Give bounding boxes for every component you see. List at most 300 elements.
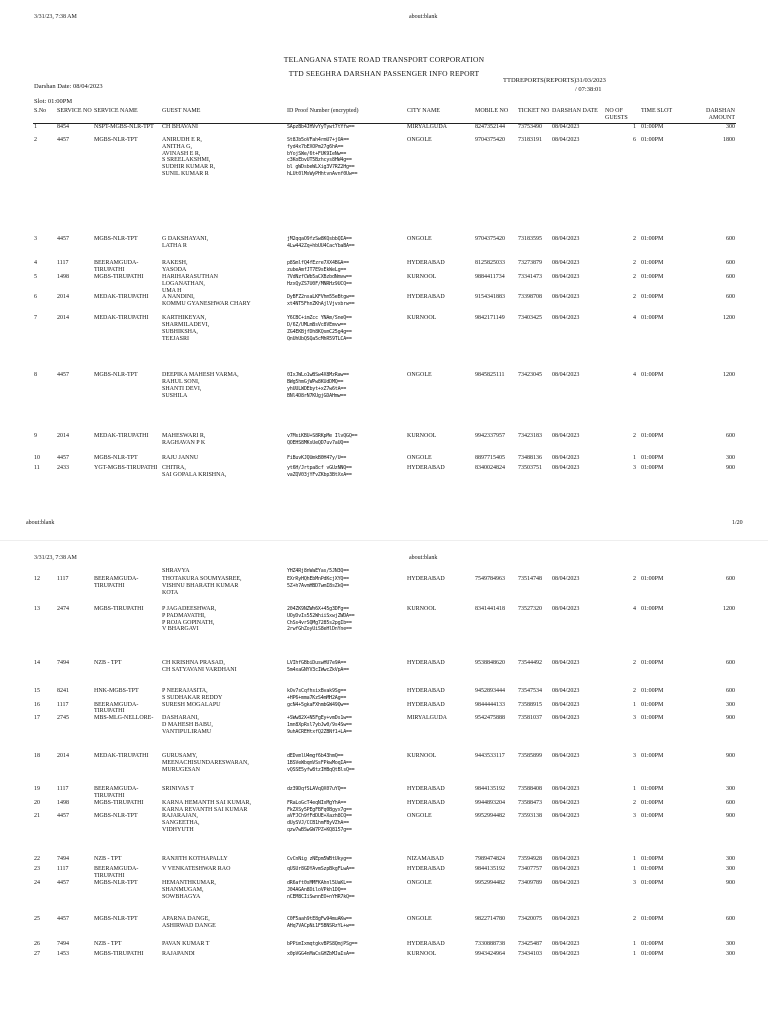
cell-sno: 25 [34, 915, 40, 922]
cell-darshan-date: 08/04/2023 [552, 123, 580, 130]
cell-city: MIRYALGUDA [407, 715, 448, 722]
cell-mobile: 9952994482 [475, 879, 505, 886]
cell-sno: 8 [34, 372, 37, 379]
cell-service-no: 4457 [57, 372, 69, 379]
cell-service-name: NSPT-MGBS-NLR-TPT [94, 123, 154, 130]
slot-label: Slot: 01:00PM [34, 98, 73, 105]
cell-city: KURNOOL [407, 315, 437, 322]
cell-id-proof: dEDvmlU4mgf6b43hmQ== 1BSVeWbqmVSsFPkwMoqIA== vQSSE5yfw8tzIHBqQtBlsQ== [287, 753, 355, 773]
cell-ticket [517, 568, 551, 576]
cell-city: HYDERABAD [407, 701, 445, 708]
cell-guest-count [604, 568, 640, 576]
cell-time-slot: 01:00PM [641, 123, 664, 130]
cell-ticket: 73409789 [518, 879, 542, 886]
cell-mobile: 8247352144 [475, 123, 505, 130]
cell-id-proof: DyBFZ2nsaLKFVhm55eBtgw== xt4NT5FhnZKhAjlVjvxbrw== [287, 294, 355, 308]
cell-darshan-date: 08/04/2023 [552, 799, 580, 806]
cell-guest-count: 2 [633, 236, 636, 243]
cell-id-proof: qUSUr8GDYAvmSzpBkgFLwA== [287, 866, 355, 873]
cell-service-no: 2745 [57, 715, 69, 722]
cell-id-proof: +SWw82X+N5FgEy+vmDs1w== 1mn8XpRsl7ybJw0/9s4Sw== 9uhACREHtxfQ2ZBNf1+LA== [287, 715, 352, 735]
cell-city: KURNOOL [407, 950, 437, 957]
col-header: TICKET NO [517, 108, 551, 123]
cell-sno [33, 568, 56, 576]
cell-service-name: HNK-MGBS-TPT [94, 688, 139, 694]
cell-guest-count: 3 [633, 813, 636, 820]
cell-ticket: 73514748 [518, 576, 542, 582]
cell-amount: 600 [726, 433, 735, 440]
table-row [33, 315, 736, 372]
cell-amount: 900 [726, 715, 735, 722]
cell-guest-count: 2 [633, 799, 636, 806]
cell-darshan-date: 08/04/2023 [552, 753, 580, 760]
cell-service-name: MGBS-TIRUPATHI [94, 274, 144, 281]
cell-mobile: 9844135192 [475, 866, 505, 873]
cell-darshan-date: 08/04/2023 [552, 866, 580, 873]
cell-id-proof: St8Jb5oVFah4rmU7+jOA== fyd4x7bEXOPm27g6hA== bYojSWe/6t+FUK9IeNw== c3KoEbvUT5Bzhcys8HW4g== bl gWDsbeWLXig3V7RZ2Hg== hLUt0lMsWyPHhtvnAvnf0Uw== [287, 137, 358, 178]
cell-amount: 600 [726, 576, 735, 582]
cell-mobile: 9538848620 [475, 660, 505, 666]
table-row [33, 274, 736, 294]
cell-city: HYDERABAD [407, 799, 445, 806]
cell-mobile: 9542475888 [475, 715, 505, 722]
cell-guest-name: RAJU JANNU [162, 455, 199, 462]
col-header: ID Proof Number (encrypted) [286, 108, 406, 123]
report-time: / 07:38:01 [575, 86, 602, 93]
cell-city: KURNOOL [407, 753, 437, 760]
cell-ticket: 73544492 [518, 660, 542, 666]
cell-id-proof: 204ZK9NZWh6X+45g3DFg== UOyDvIs552WhiiSxwjZWDA== ChSs4vrSQMg7285s2pgIb== 2rwfGhZoyUiS8eHlDnYne== [287, 606, 355, 633]
cell-id-proof: p8SmlfQ4fEzre7XX4BGA== zubeAmfJT7E9sEkWeLg== [287, 260, 349, 273]
cell-service-no: 4457 [57, 236, 69, 243]
table-row [33, 372, 736, 433]
cell-ticket: 73434103 [518, 950, 542, 957]
cell-city: NIZAMABAD [407, 856, 444, 863]
table-row [33, 465, 736, 479]
table-row [33, 660, 736, 688]
cell-sno: 9 [34, 433, 37, 440]
cell-service-name: MGBS-NLR-TPT [94, 879, 138, 886]
cell-sno: 24 [34, 879, 40, 886]
table-row [33, 236, 736, 260]
table-row [33, 606, 736, 660]
cell-time-slot: 01:00PM [641, 236, 664, 243]
cell-id-proof: CvCnNig zNEpm5WBtUkyg== [287, 856, 352, 863]
cell-id-proof: jM2qqaO9fzSw8KQsbbQIA== 4Lw442Zq+hbUU4CacYbaBA== [287, 236, 355, 249]
cell-guest-count: 2 [633, 915, 636, 922]
cell-amount: 600 [726, 799, 735, 806]
cell-amount: 300 [726, 701, 735, 708]
cell-service-name: YGT-MGBS-TIRUPATHI [94, 465, 158, 472]
cell-ticket: 73581037 [518, 715, 542, 722]
cell-guest-count: 1 [633, 123, 636, 130]
cell-guest-count: 3 [633, 715, 636, 722]
col-header: SERVICE NAME [93, 108, 161, 123]
cell-ticket: 73527320 [518, 606, 542, 612]
cell-guest-name: APARNA DANGE, ASHIRWAD DANGE [162, 915, 216, 929]
cell-sno: 4 [34, 260, 37, 267]
cell-city: ONGOLE [407, 236, 432, 243]
cell-time-slot: 01:00PM [641, 260, 664, 267]
cell-time-slot: 01:00PM [641, 786, 664, 793]
cell-darshan-date: 08/04/2023 [552, 372, 580, 379]
cell-service-name: BEERAMGUDA-TIRUPATHI [94, 576, 139, 589]
table-row [33, 916, 736, 941]
cell-guest-count: 3 [633, 753, 636, 760]
cell-guest-name: RAJARAJAN, SANGEETHA, VIDHYUTH [162, 813, 200, 833]
cell-id-proof: FRaLoGcT4eqNIxMgYhA== FkZXSy5PEgFBFq0Bgyx7g== [287, 799, 352, 813]
report-title: TTD SEEGHRA DARSHAN PASSENGER INFO REPORT [288, 69, 480, 78]
darshan-date: Darshan Date: 08/04/2023 [34, 83, 103, 90]
cell-time-slot: 01:00PM [641, 879, 664, 886]
cell-service-no: 2014 [57, 315, 69, 322]
table-row [33, 951, 736, 961]
cell-amount: 600 [726, 688, 735, 694]
cell-ticket: 73588408 [518, 786, 542, 793]
cell-guest-name: DEEPIKA MAHESH VARMA, RAHUL SONI, SHANTI DEVI, SUSHILA [162, 372, 239, 399]
cell-id-proof: LVIhfGBbiDuswHU7e9A== 5m4xaGNYV3cIWwcZkVpA== [287, 660, 349, 673]
cell-sno: 21 [34, 813, 40, 820]
cell-darshan-date [551, 568, 604, 576]
cell-city: HYDERABAD [407, 866, 445, 873]
cell-guest-name: MAHESWARI R, RAGHAVAN P K [162, 433, 206, 447]
table-row [33, 568, 736, 576]
cell-mobile: 9822714780 [475, 915, 505, 922]
cell-mobile: 8340024824 [475, 465, 505, 472]
cell-time-slot: 01:00PM [641, 606, 664, 612]
cell-darshan-date: 08/04/2023 [552, 433, 580, 440]
cell-amount: 300 [726, 940, 735, 947]
cell-service-no: 4457 [57, 137, 69, 144]
cell-service-name: MBS-MLG-NELLORE- [94, 715, 154, 722]
cell-amount: 300 [726, 123, 735, 130]
cell-sno: 22 [34, 856, 40, 863]
cell-id-proof: FiBuvKJQUmkB0H47y/U== [287, 455, 347, 462]
table-row [33, 715, 736, 753]
passenger-table-page2 [33, 568, 736, 961]
cell-amount: 1200 [723, 606, 735, 612]
cell-guest-count: 4 [633, 606, 636, 612]
cell-guest-name: ANIRUDH E R, ANITHA G, AVINASH E R, S SREELAKSHMI, SUDHIR KUMAR R, SUNIL KUMAR R [162, 137, 216, 178]
cell-id-proof: EXrRyHQhEbMnPdKcjXYQ== 5Z+h7AvmHBD7wmI8sZkQ== [287, 576, 349, 589]
cell-mobile [474, 568, 517, 576]
cell-time-slot: 01:00PM [641, 433, 664, 440]
cell-amount: 300 [726, 455, 735, 462]
cell-service-name: MGBS-NLR-TPT [94, 236, 138, 243]
cell-darshan-date: 08/04/2023 [552, 274, 580, 281]
cell-service-name: MGBS-NLR-TPT [94, 915, 138, 922]
cell-darshan-date: 08/04/2023 [552, 137, 580, 144]
cell-guest-name: THOTAKURA SOUMYASREE, VISHNU BHARATH KUMAR KOTA [162, 576, 242, 596]
cell-city: ONGOLE [407, 137, 432, 144]
cell-ticket: 73585899 [518, 753, 542, 760]
print-source-page2: about:blank [409, 555, 438, 561]
col-header: CITY NAME [406, 108, 474, 123]
cell-sno: 11 [34, 465, 40, 472]
cell-darshan-date: 08/04/2023 [552, 465, 580, 472]
cell-guest-name: KARTHIKEYAN, SHARMILADEVI, SUBHIKSHA, TEEJASRI [162, 315, 210, 342]
cell-ticket: 73403425 [518, 315, 542, 322]
cell-id-proof: kOv7sCqfhsixBvak9Sg== +HP6+mma7KzS4mMH2Ag== [287, 688, 347, 701]
cell-service-no: 4457 [57, 915, 69, 922]
cell-guest-count: 1 [633, 950, 636, 957]
cell-id-proof: dR6aft0sMMFKAhnl5UaKL== J04AGAn8DiloVPkh1DQ== nCEM8CIiSwnnEO+nYHR7kQ== [287, 879, 355, 900]
cell-service-name: NZB - TPT [94, 856, 122, 863]
cell-service-no: 4457 [57, 455, 69, 462]
cell-service-no: 1117 [57, 786, 69, 793]
cell-mobile: 9842171149 [475, 315, 505, 322]
cell-ticket: 73183595 [518, 236, 542, 243]
cell-ticket: 73488136 [518, 455, 542, 462]
cell-service-no: 1117 [57, 576, 69, 582]
cell-guest-name: PAVAN KUMAR T [162, 940, 210, 947]
cell-service-no [56, 568, 93, 576]
cell-mobile: 9704375420 [475, 137, 505, 144]
cell-guest-name: A NANDINI, KOMMU GYANESHWAR CHARY [162, 294, 251, 308]
cell-id-proof: gcN4+5gkaFXhmbGW49Qw== [287, 701, 349, 708]
cell-sno: 16 [34, 701, 40, 708]
cell-sno: 17 [34, 715, 40, 722]
cell-ticket: 73425487 [518, 940, 542, 947]
cell-guest-count: 1 [633, 786, 636, 793]
col-header: MOBILE NO [474, 108, 517, 123]
cell-guest-name: P NEERAJASITA, S SUDHAKAR REDDY [162, 688, 223, 701]
cell-amount: 600 [726, 915, 735, 922]
cell-city: KURNOOL [407, 606, 437, 612]
cell-city: HYDERABAD [407, 294, 445, 301]
cell-city: ONGOLE [407, 915, 432, 922]
cell-sno: 6 [34, 294, 37, 301]
cell-guest-name: CHITRA, SAI GOPALA KRISHNA, [162, 465, 227, 479]
cell-guest-count: 2 [633, 688, 636, 694]
cell-id-proof: yt6H/Jrtpa8cf vGUzNNQ== vaZQV03jYFvZKbp3BtXxA== [287, 465, 352, 479]
cell-service-name: MGBS-TIRUPATHI [94, 950, 144, 957]
table-row [33, 866, 736, 880]
page-break [0, 540, 768, 541]
cell-city: ONGOLE [407, 372, 432, 379]
cell-city: ONGOLE [407, 879, 432, 886]
cell-service-name: MGBS-NLR-TPT [94, 137, 138, 144]
cell-guest-count: 4 [633, 315, 636, 322]
cell-mobile: 9943424964 [475, 950, 505, 957]
cell-service-name [93, 568, 161, 576]
cell-ticket: 73183191 [518, 137, 542, 144]
cell-id-proof: C0F5aah9tE8gFw94muAKw== AHq7VACpNi1F5BNSRzYL+w== [287, 915, 355, 929]
cell-guest-count: 2 [633, 433, 636, 440]
cell-amount: 600 [726, 660, 735, 666]
cell-id-proof: 7VdNzfCWb5aCXBzbdNmvw== HzxQyZS7U0F/MNRHz9UCQ== [287, 274, 352, 287]
cell-sno: 2 [34, 137, 37, 144]
report-reference: TTDREPORTS(REPORTS)31/03/2023 [503, 77, 606, 84]
cell-ticket: 73588915 [518, 701, 542, 708]
cell-city: ONGOLE [407, 455, 432, 462]
cell-service-name: MEDAK-TIRUPATHI [94, 294, 149, 301]
cell-time-slot: 01:00PM [641, 137, 664, 144]
cell-mobile: 7549784963 [475, 576, 505, 582]
table-row [33, 294, 736, 315]
table-header-row [33, 108, 736, 123]
cell-darshan-date: 08/04/2023 [552, 236, 580, 243]
cell-guest-name: SURESH MOGALAPU [162, 701, 221, 708]
cell-guest-count: 2 [633, 260, 636, 267]
cell-mobile: 8125825033 [475, 260, 505, 267]
cell-sno: 12 [34, 576, 40, 582]
cell-service-name: MGBS-TIRUPATHI [94, 799, 144, 806]
table-row [33, 137, 736, 236]
cell-guest-name: HEMANTHKUMAR, SHANMUGAM, SOWBHAGYA [162, 879, 216, 900]
cell-darshan-date: 08/04/2023 [552, 294, 580, 301]
cell-service-name: MGBS-NLR-TPT [94, 455, 138, 462]
col-header: TIME SLOT [640, 108, 678, 123]
cell-guest-count: 1 [633, 455, 636, 462]
cell-time-slot: 01:00PM [641, 915, 664, 922]
cell-guest-name: KARNA HEMANTH SAI KUMAR, KARNA REVANTH SAI KUMAR [162, 799, 252, 813]
cell-city [406, 568, 474, 576]
cell-guest-name: RAJAPANDI [162, 950, 195, 957]
cell-darshan-date: 08/04/2023 [552, 950, 580, 957]
cell-mobile: 9845825111 [475, 372, 505, 379]
cell-amount: 900 [726, 465, 735, 472]
cell-time-slot: 01:00PM [641, 940, 664, 947]
cell-guest-name: HARIHARASUTHAN LOGANATHAN, UMA H [162, 274, 219, 294]
table-row [33, 880, 736, 916]
cell-sno: 5 [34, 274, 37, 281]
cell-service-name: MEDAK-TIRUPATHI [94, 433, 149, 440]
cell-mobile: 9944893204 [475, 799, 505, 806]
cell-service-name: BEERAMGUDA-TIRUPATHI [94, 786, 139, 799]
cell-sno: 13 [34, 606, 40, 612]
col-header: GUEST NAME [161, 108, 286, 123]
cell-darshan-date: 08/04/2023 [552, 813, 580, 820]
cell-sno: 23 [34, 866, 40, 873]
cell-darshan-date: 08/04/2023 [552, 315, 580, 322]
cell-darshan-date: 08/04/2023 [552, 260, 580, 267]
page-number: 1/20 [732, 520, 743, 526]
cell-mobile: 9704375420 [475, 236, 505, 243]
cell-darshan-date: 08/04/2023 [552, 915, 580, 922]
passenger-table-page1 [33, 108, 736, 479]
cell-service-no: 1498 [57, 799, 69, 806]
cell-guest-name: RAKESH, YASODA [162, 260, 188, 273]
cell-guest-count: 3 [633, 465, 636, 472]
cell-darshan-date: 08/04/2023 [552, 940, 580, 947]
cell-ticket: 73407757 [518, 866, 542, 873]
cell-ticket: 73341473 [518, 274, 542, 281]
table-row [33, 813, 736, 856]
table-row [33, 688, 736, 702]
cell-time-slot: 01:00PM [641, 866, 664, 873]
cell-guest-count: 1 [633, 940, 636, 947]
cell-guest-count: 2 [633, 660, 636, 666]
cell-ticket: 73503751 [518, 465, 542, 472]
cell-guest-name: RANJITH KOTHAPALLY [162, 856, 228, 863]
cell-id-proof: SApzBb4JHVvYyTywt7tYfw== [287, 123, 355, 130]
cell-guest-count: 1 [633, 856, 636, 863]
cell-city: HYDERABAD [407, 465, 445, 472]
cell-time-slot: 01:00PM [641, 950, 664, 957]
cell-guest-name: P JAGADEESHWAR, P PADMAVATHI, P ROJA GOPINATH, V BHARGAVI [162, 606, 217, 633]
cell-time-slot [640, 568, 678, 576]
cell-sno: 14 [34, 660, 40, 666]
cell-amount: 900 [726, 753, 735, 760]
col-header: S.No [33, 108, 56, 123]
cell-darshan-date: 08/04/2023 [552, 701, 580, 708]
cell-amount: 300 [726, 866, 735, 873]
cell-service-name: BEERAMGUDA-TIRUPATHI [94, 260, 139, 273]
cell-guest-name: CH BHAVANI [162, 123, 198, 130]
cell-sno: 26 [34, 940, 40, 947]
cell-amount: 1200 [723, 372, 735, 379]
cell-service-no: 7494 [57, 660, 69, 666]
cell-time-slot: 01:00PM [641, 715, 664, 722]
cell-time-slot: 01:00PM [641, 660, 664, 666]
table-row [33, 576, 736, 606]
col-header: DARSHAN DATE [551, 108, 604, 123]
cell-guest-count: 4 [633, 372, 636, 379]
table-row [33, 702, 736, 716]
cell-city: HYDERABAD [407, 940, 445, 947]
cell-guest-count: 2 [633, 274, 636, 281]
col-header: DARSHAN AMOUNT [678, 108, 736, 123]
cell-mobile: 9443533117 [475, 753, 505, 760]
cell-sno: 1 [34, 123, 37, 130]
cell-mobile: 9942337957 [475, 433, 505, 440]
cell-amount: 900 [726, 879, 735, 886]
cell-service-no: 2014 [57, 433, 69, 440]
cell-id-proof: YHZ4Rj8nWaEYas/5JN3Q== [287, 568, 349, 574]
cell-service-no: 2474 [57, 606, 69, 612]
cell-mobile: 7989474824 [475, 856, 505, 863]
cell-id-proof: bPPimIxmqtgkvBPS8QmjPSg== [287, 940, 358, 947]
cell-mobile: 8897715405 [475, 455, 505, 462]
cell-time-slot: 01:00PM [641, 856, 664, 863]
cell-id-proof: 0IxJWLo1wBSw4X8MzRaw== BWg5hmGjWPw8KUdDMQ== yhUULWDEbyt+xZ7w6tA== BNl4D8rN7KUgjGDAHmw== [287, 372, 349, 399]
cell-ticket: 73423045 [518, 372, 542, 379]
cell-amount: 300 [726, 950, 735, 957]
cell-ticket: 73398708 [518, 294, 542, 301]
cell-darshan-date: 08/04/2023 [552, 688, 580, 694]
cell-service-name: BEERAMGUDA-TIRUPATHI [94, 701, 139, 715]
cell-time-slot: 01:00PM [641, 465, 664, 472]
cell-time-slot: 01:00PM [641, 455, 664, 462]
cell-city: HYDERABAD [407, 260, 445, 267]
cell-sno: 27 [34, 950, 40, 957]
cell-ticket: 73594928 [518, 856, 542, 863]
cell-service-no: 1453 [57, 950, 69, 957]
cell-time-slot: 01:00PM [641, 701, 664, 708]
cell-darshan-date: 08/04/2023 [552, 660, 580, 666]
cell-service-no: 1498 [57, 274, 69, 281]
cell-ticket: 73547534 [518, 688, 542, 694]
cell-service-name: MGBS-NLR-TPT [94, 372, 138, 379]
cell-darshan-date: 08/04/2023 [552, 786, 580, 793]
cell-sno: 18 [34, 753, 40, 760]
cell-id-proof: v7MsiKBU+S8RKpMe IlvQGQ== QOEHS8MKsUeQD7uv7aUQ== [287, 433, 358, 447]
cell-time-slot: 01:00PM [641, 799, 664, 806]
col-header: SERVICE NO [56, 108, 93, 123]
cell-time-slot: 01:00PM [641, 576, 664, 582]
cell-amount: 600 [726, 294, 735, 301]
cell-ticket: 73588473 [518, 799, 542, 806]
cell-guest-name: SRINIVAS T [162, 786, 194, 793]
cell-service-no: 2014 [57, 753, 69, 760]
cell-service-name: MGBS-NLR-TPT [94, 813, 138, 820]
cell-city: KURNOOL [407, 274, 437, 281]
cell-amount: 600 [726, 260, 735, 267]
cell-sno: 19 [34, 786, 40, 793]
cell-guest-count: 2 [633, 576, 636, 582]
cell-mobile: 9844444133 [475, 701, 505, 708]
